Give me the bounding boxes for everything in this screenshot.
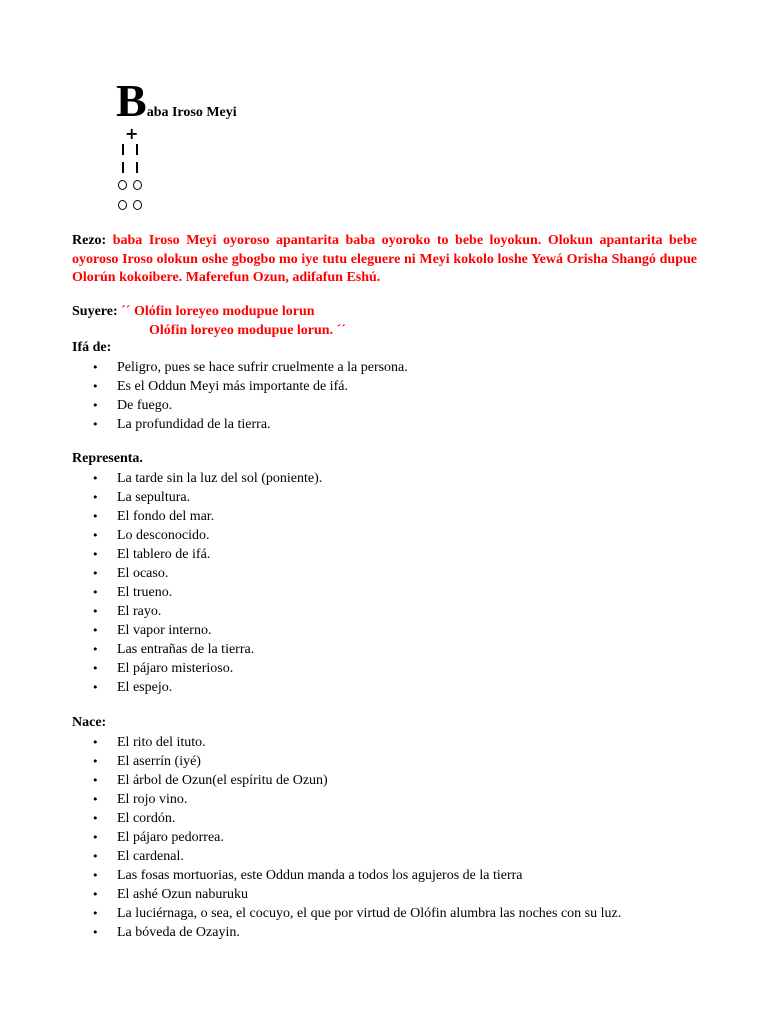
- list-item-text: La bóveda de Ozayin.: [117, 925, 240, 940]
- bullet-icon: •: [92, 831, 99, 844]
- bullet-icon: •: [92, 812, 99, 825]
- suyere-block: [72, 303, 697, 340]
- bullet-icon: •: [92, 399, 99, 412]
- bullet-icon: •: [92, 643, 99, 656]
- list-item: [90, 564, 322, 583]
- title-text: aba Iroso Meyi: [146, 105, 237, 120]
- bullet-icon: •: [92, 926, 99, 939]
- list-item-text: El rojo vino.: [117, 792, 188, 807]
- list-item: [90, 809, 621, 828]
- bullet-icon: •: [92, 380, 99, 393]
- list-item-text: Es el Oddun Meyi más importante de ifá.: [117, 379, 348, 394]
- list-item: [90, 358, 408, 377]
- bullet-icon: •: [92, 491, 99, 504]
- list-item-text: Lo desconocido.: [117, 528, 210, 543]
- rezo-label: Rezo:: [72, 233, 107, 248]
- bullet-icon: •: [92, 510, 99, 523]
- list-item: [90, 659, 322, 678]
- list-item-text: La luciérnaga, o sea, el cocuyo, el que por virtud de Olófin alumbra las noches con su luz.: [117, 906, 622, 921]
- list-item-text: Las entrañas de la tierra.: [117, 642, 255, 657]
- list-item: [90, 771, 621, 790]
- list-item: [90, 396, 408, 415]
- list-item: [90, 847, 621, 866]
- list-item-text: La tarde sin la luz del sol (poniente).: [117, 471, 323, 486]
- ifa-de-heading: Ifá de:: [72, 340, 112, 355]
- list-item: [90, 904, 621, 923]
- bullet-icon: •: [92, 472, 99, 485]
- list-item: [90, 507, 322, 526]
- page-title: [116, 75, 237, 126]
- list-item: [90, 469, 322, 488]
- suyere-line-2: Olófin loreyeo modupue lorun. ´´: [149, 322, 346, 338]
- list-item: [90, 923, 621, 942]
- bullet-icon: •: [92, 681, 99, 694]
- bullet-icon: •: [92, 774, 99, 787]
- list-item-text: La profundidad de la tierra.: [117, 417, 271, 432]
- list-item-text: El cardenal.: [117, 849, 184, 864]
- rezo-text: baba Iroso Meyi oyoroso apantarita baba oyoroko to bebe loyokun. Olokun apantarita bebe oyoroso Iroso olokun oshe gbogbo mo iye tutu eleguere ni Meyi kokolo loshe Yewá Orisha Shangó dupue Olorún kokoibere. Maferefun Ozun, adifafun Eshú.: [72, 233, 698, 285]
- list-item-text: Las fosas mortuorias, este Oddun manda a todos los agujeros de la tierra: [117, 868, 523, 883]
- sign-row-3: [116, 178, 146, 194]
- representa-list: [90, 469, 322, 697]
- list-item-text: La sepultura.: [117, 490, 191, 505]
- bullet-icon: •: [92, 793, 99, 806]
- list-item: [90, 377, 408, 396]
- list-item-text: El árbol de Ozun(el espíritu de Ozun): [117, 773, 328, 788]
- list-item: [90, 885, 621, 904]
- cross-icon: +: [125, 124, 139, 143]
- suyere-line-1: ´´ Olófin loreyeo modupue lorun: [121, 304, 315, 319]
- list-item-text: El trueno.: [117, 585, 173, 600]
- nace-heading: Nace:: [72, 715, 107, 730]
- oddun-sign-icon: [116, 124, 146, 218]
- rezo-paragraph: [72, 232, 697, 288]
- bullet-icon: •: [92, 850, 99, 863]
- suyere-label: Suyere:: [72, 304, 118, 319]
- bullet-icon: •: [92, 907, 99, 920]
- sign-row-2: [116, 160, 146, 176]
- sign-row-4: [116, 198, 146, 214]
- bullet-icon: •: [92, 418, 99, 431]
- bullet-icon: •: [92, 736, 99, 749]
- bullet-icon: •: [92, 755, 99, 768]
- list-item-text: El pájaro misterioso.: [117, 661, 234, 676]
- list-item: [90, 526, 322, 545]
- list-item-text: El vapor interno.: [117, 623, 212, 638]
- list-item: [90, 752, 621, 771]
- list-item-text: El aserrín (iyé): [117, 754, 201, 769]
- bullet-icon: •: [92, 869, 99, 882]
- nace-list: [90, 733, 621, 942]
- list-item: [90, 733, 621, 752]
- list-item-text: El tablero de ifá.: [117, 547, 211, 562]
- list-item-text: El espejo.: [117, 680, 173, 695]
- list-item: [90, 415, 408, 434]
- list-item: [90, 678, 322, 697]
- list-item: [90, 790, 621, 809]
- list-item-text: Peligro, pues se hace sufrir cruelmente a la persona.: [117, 360, 408, 375]
- representa-heading: Representa.: [72, 451, 143, 466]
- list-item-text: El fondo del mar.: [117, 509, 215, 524]
- list-item: [90, 488, 322, 507]
- list-item-text: El ashé Ozun naburuku: [117, 887, 249, 902]
- bullet-icon: •: [92, 662, 99, 675]
- list-item: [90, 621, 322, 640]
- bullet-icon: •: [92, 529, 99, 542]
- list-item: [90, 866, 621, 885]
- list-item-text: De fuego.: [117, 398, 173, 413]
- title-initial: B: [116, 75, 147, 126]
- list-item-text: El rito del ituto.: [117, 735, 206, 750]
- list-item: [90, 640, 322, 659]
- bullet-icon: •: [92, 586, 99, 599]
- list-item-text: El pájaro pedorrea.: [117, 830, 224, 845]
- list-item-text: El cordón.: [117, 811, 176, 826]
- list-item: [90, 828, 621, 847]
- bullet-icon: •: [92, 361, 99, 374]
- list-item-text: El rayo.: [117, 604, 162, 619]
- sign-row-1: [116, 142, 146, 158]
- bullet-icon: •: [92, 605, 99, 618]
- bullet-icon: •: [92, 567, 99, 580]
- list-item-text: El ocaso.: [117, 566, 169, 581]
- ifa-de-list: [90, 358, 408, 434]
- bullet-icon: •: [92, 548, 99, 561]
- list-item: [90, 602, 322, 621]
- bullet-icon: •: [92, 888, 99, 901]
- list-item: [90, 545, 322, 564]
- bullet-icon: •: [92, 624, 99, 637]
- list-item: [90, 583, 322, 602]
